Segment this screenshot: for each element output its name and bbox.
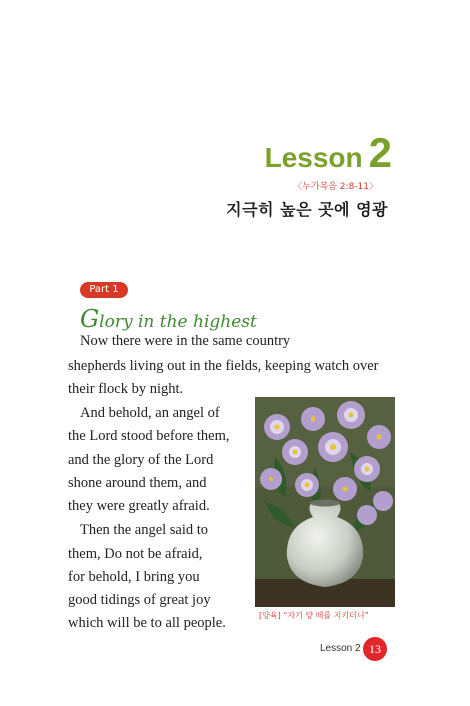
body-line: their flock by night. [68, 381, 184, 397]
painting-illustration [255, 397, 395, 607]
body-line: and the glory of the Lord [68, 452, 214, 468]
footer-lesson-label: Lesson 2 [320, 643, 361, 654]
scripture-reference: 〈누가복음 2:8-11〉 [293, 182, 378, 192]
lesson-number: 2 [368, 129, 392, 176]
section-title-rest: lory in the highest [99, 312, 257, 332]
body-line: And behold, an angel of [80, 405, 220, 421]
body-line: which will be to all people. [68, 615, 226, 631]
part-badge: Part 1 [80, 282, 128, 298]
body-line: shone around them, and [68, 475, 207, 491]
image-caption: [양육] “자기 양 떼를 지키더니” [259, 611, 369, 620]
section-title [80, 305, 257, 333]
lesson-word: Lesson [264, 142, 363, 173]
body-line: Then the angel said to [80, 522, 209, 538]
body-line: shepherds living out in the fields, keeping watch over [68, 358, 379, 374]
body-line: Now there were in the same country [80, 333, 291, 349]
body-line: for behold, I bring you [68, 569, 200, 585]
korean-title: 지극히 높은 곳에 영광 [226, 200, 388, 219]
lesson-title [264, 129, 392, 176]
body-line: good tidings of great joy [68, 592, 211, 608]
page-number: 13 [363, 637, 387, 661]
body-line: the Lord stood before them, [68, 428, 230, 444]
flower-vase-painting [255, 397, 395, 607]
section-title-initial: G [80, 305, 100, 333]
body-line: them, Do not be afraid, [68, 546, 203, 562]
body-line: they were greatly afraid. [68, 498, 210, 514]
